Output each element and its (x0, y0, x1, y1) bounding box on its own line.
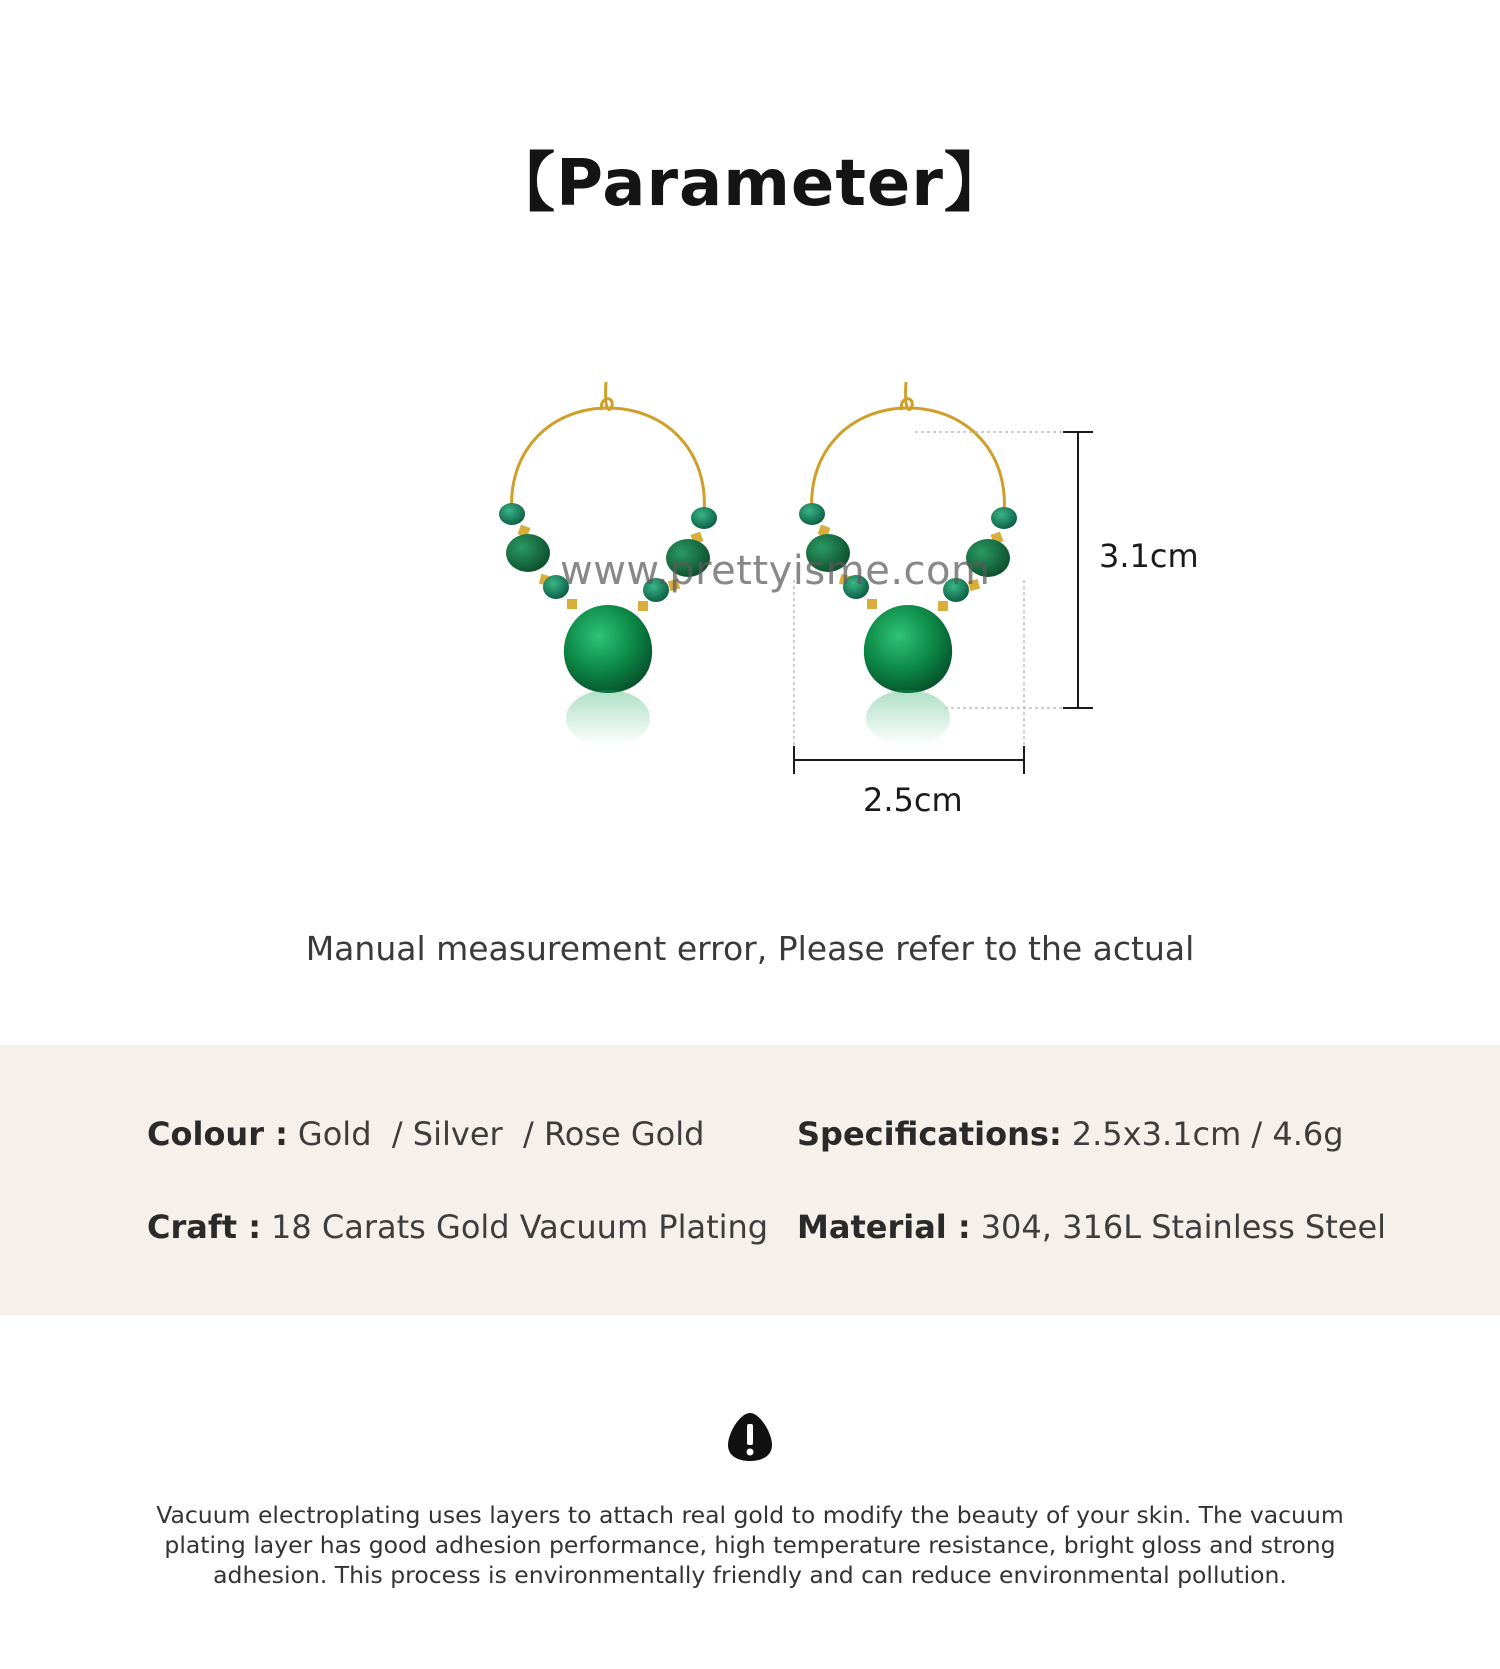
height-dimension-label: 3.1cm (1099, 537, 1199, 575)
spec-specifications-key: Specifications: (797, 1115, 1062, 1153)
spec-material (797, 1208, 1386, 1246)
product-image (0, 380, 1500, 840)
width-dimension-line (794, 746, 1024, 774)
spec-specifications (797, 1115, 1344, 1153)
spec-band (0, 1045, 1500, 1315)
spec-colour-key: Colour : (147, 1115, 288, 1153)
spec-craft-value: 18 Carats Gold Vacuum Plating (271, 1208, 769, 1246)
spec-material-key: Material : (797, 1208, 971, 1246)
watermark-text: www.prettyisme.com (560, 548, 991, 594)
spec-material-value: 304, 316L Stainless Steel (980, 1208, 1387, 1246)
spec-specifications-value: 2.5x3.1cm / 4.6g (1071, 1115, 1344, 1153)
measurement-note: Manual measurement error, Please refer to the actual (305, 929, 1195, 968)
height-dimension-line (1063, 432, 1093, 708)
spec-colour-value: Gold / Silver / Rose Gold (297, 1115, 705, 1153)
spec-craft-key: Craft : (147, 1208, 262, 1246)
spec-colour (147, 1115, 704, 1153)
earrings-illustration (0, 380, 1500, 840)
page-title: 【Parameter】 (491, 147, 1009, 221)
spec-craft (147, 1208, 768, 1246)
width-dimension-label: 2.5cm (863, 781, 963, 819)
exclamation-icon (726, 1411, 774, 1463)
plating-description: Vacuum electroplating uses layers to attach real gold to modify the beauty of your skin. The vacuum plating layer has good adhesion performance, high temperature resistance, bright gloss and strong adhesion. This process is environmentally friendly and can reduce environmental pollution. (156, 1501, 1344, 1589)
